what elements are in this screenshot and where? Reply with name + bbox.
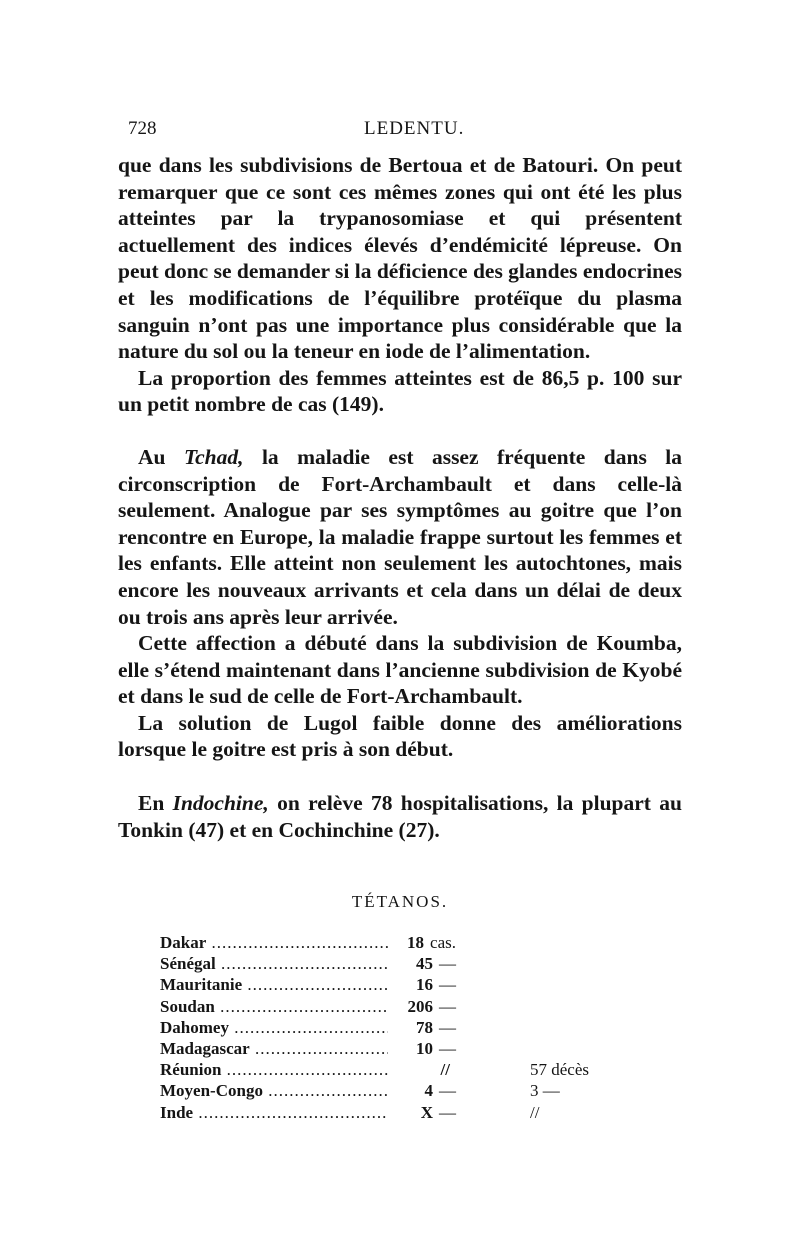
case-count: 206 — [407,996,456,1016]
table-row [160,1059,620,1080]
table-row [160,974,620,995]
place-tchad: Tchad, [183,444,244,469]
case-count: 16 — [416,975,456,995]
table-row [160,953,620,974]
place-name: Dahomey ..... [160,1017,388,1038]
paragraph-indochine: En Indochine, on relève 78 hospitalisations, la plupart au Tonkin (47) et en Cochinchine (27). [118,791,682,842]
death-count: 57 décès [530,1060,590,1080]
place-name: Mauritanie ..... [160,974,388,995]
table-row [160,1102,620,1123]
tetanos-table [160,932,620,1123]
place-name: Soudan ..... [160,996,388,1017]
paragraph-4: Cette affection a débuté dans la subdivision de Koumba, elle s’étend maintenant dans l’ancienne subdivision de Kyobé et dans le sud de celle de Fort-Archambault. [118,631,682,709]
case-count: // [440,1060,450,1080]
paragraph-1: que dans les subdivisions de Bertoua et de Batouri. On peut remarquer que ce sont ces mêmes zones qui ont été les plus atteintes par la trypanosomiase et qui présentent actuellement des indices élevés d’endémicité lépreuse. On peut donc se demander si la déficience des glandes endocrines et les modifications de l’équilibre protéïque du plasma sanguin n’ont pas une importance plus considérable que la nature du sol ou la teneur en iode de l’alimentation. [118,153,682,364]
place-name: Moyen-Congo ..... [160,1080,388,1101]
case-count: 78 — [416,1017,456,1037]
death-count: // [530,1102,540,1122]
paragraph-2: La proportion des femmes atteintes est de 86,5 p. 100 sur un petit nombre de cas (149). [118,365,682,417]
case-count: 18 cas. [407,933,456,952]
table-row [160,996,620,1017]
table-row [160,1080,620,1101]
case-count: 4 — [424,1081,456,1101]
paragraph-5: La solution de Lugol faible donne des améliorations lorsque le goitre est pris à son début. [118,710,682,762]
place-name: Inde ..... [160,1102,388,1123]
section-title: TÉTANOS. [351,892,449,911]
page-number: 728 [128,118,157,139]
page-header [128,118,680,146]
place-indochine: Indochine, [172,791,269,816]
table-row [160,932,620,953]
table-row [160,1017,620,1038]
case-count: X — [420,1102,456,1122]
place-name: Dakar ..... [160,932,388,953]
paragraph-tchad: Au Tchad, la maladie est assez fréquente dans la circonscription de Fort-Archambault et dans celle-là seulement. Analogue par ses symptômes au goitre que l’on rencontre en Europe, la maladie frappe surtout les femmes et les enfants. Elle atteint non seulement les autochtones, mais encore les nouveaux arrivants et cela dans un délai de deux ou trois ans après leur arrivée. [118,444,682,629]
place-name: Réunion ..... [160,1059,388,1080]
table-row [160,1038,620,1059]
place-name: Madagascar ..... [160,1038,388,1059]
body-text [118,152,682,843]
case-count: 10 — [416,1038,456,1058]
running-head: LEDENTU. [364,118,465,139]
place-name: Sénégal ..... [160,953,388,974]
death-count: 3 — [530,1081,560,1101]
case-count: 45 — [416,954,456,974]
